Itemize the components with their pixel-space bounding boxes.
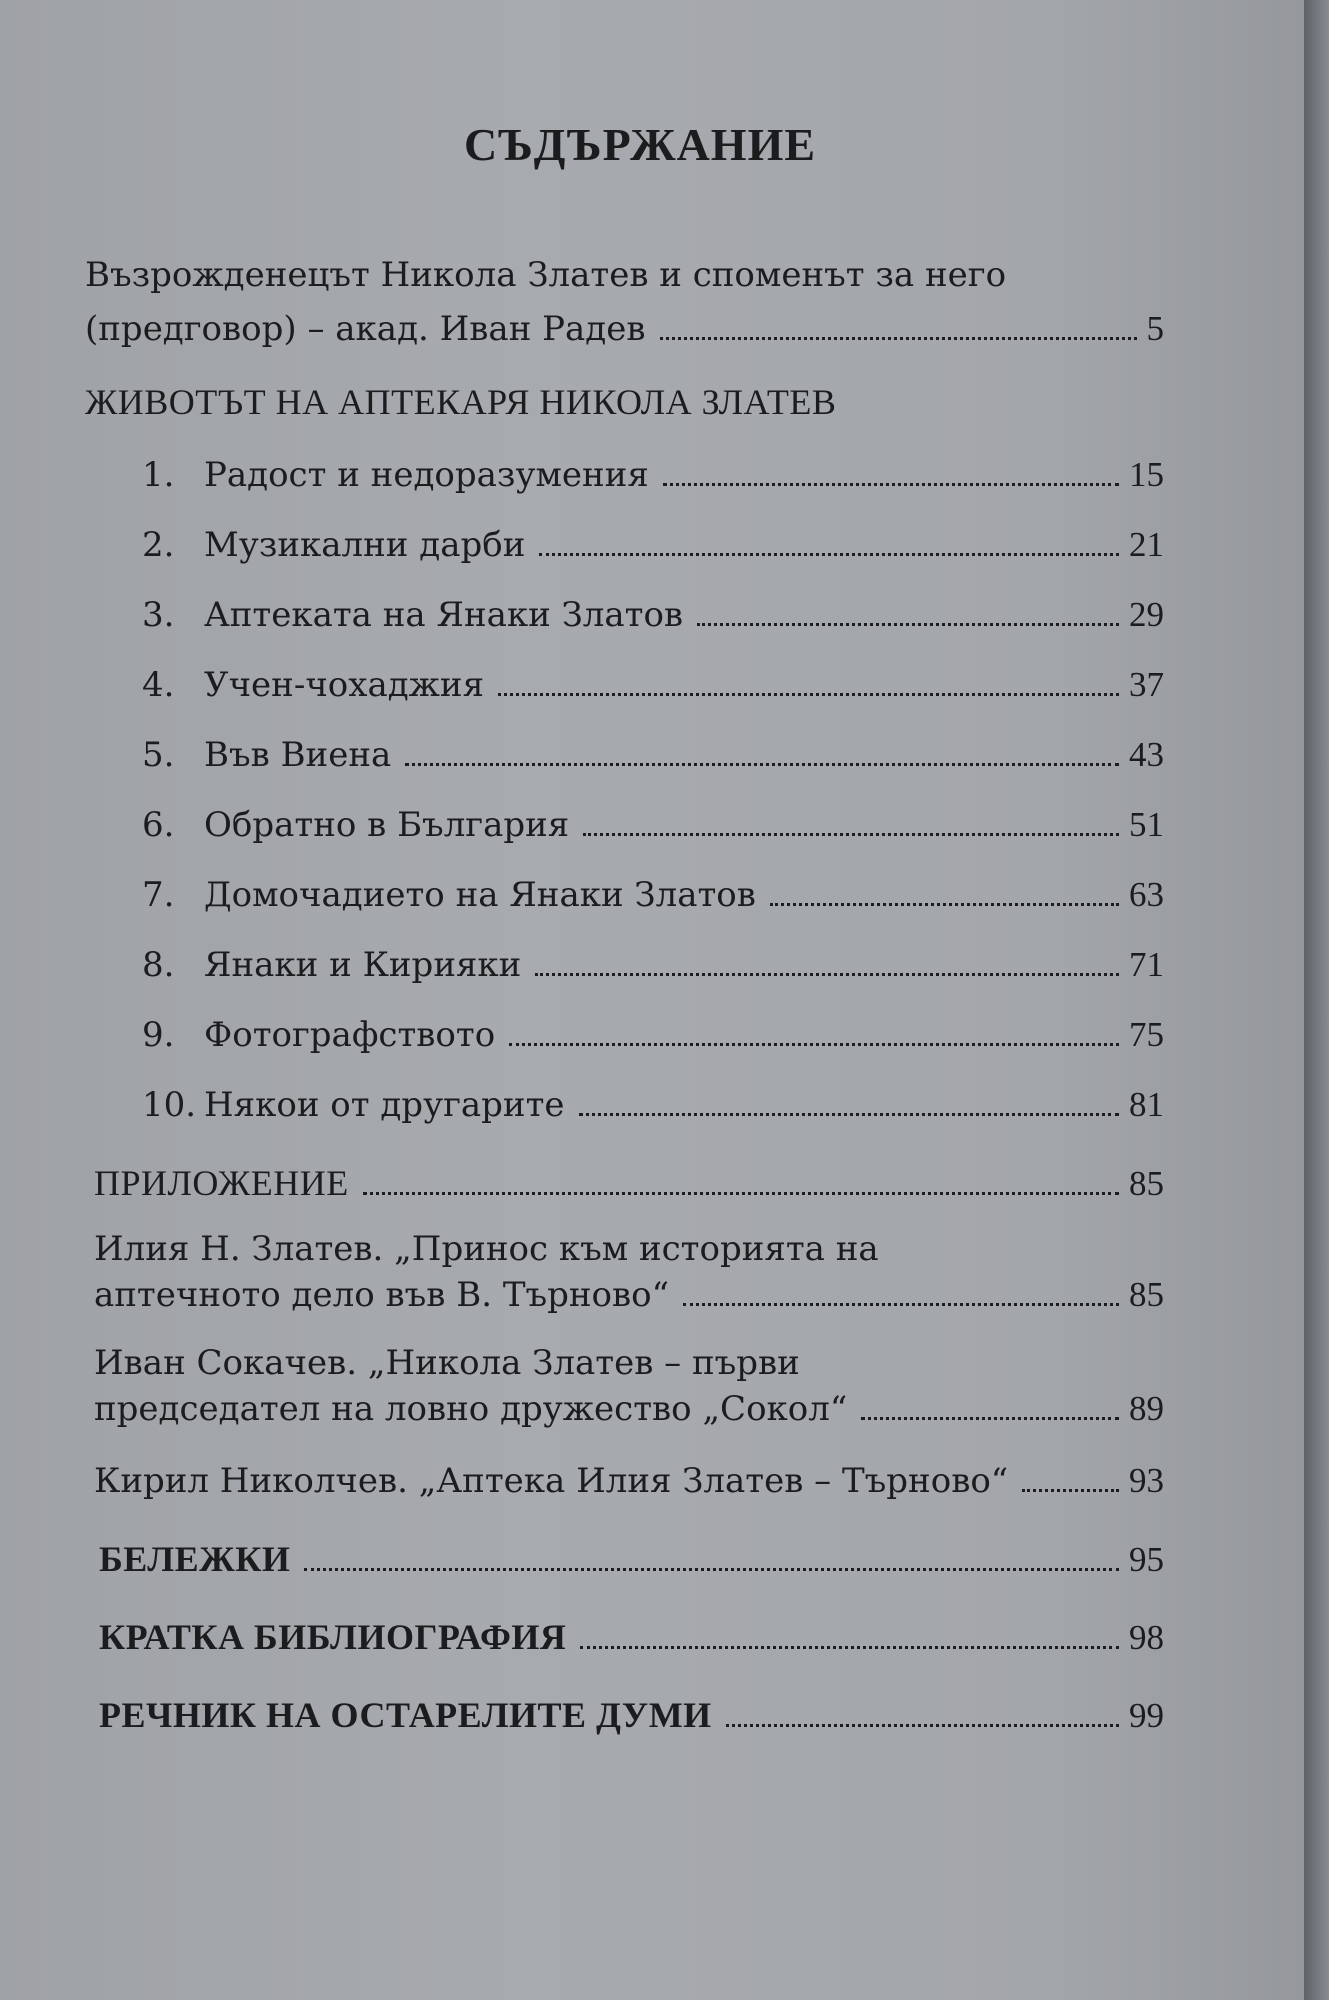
chapter-title: Някои от другарите xyxy=(204,1085,565,1125)
toc-appendix[interactable] xyxy=(94,1156,1164,1211)
page-number: 21 xyxy=(1129,525,1164,564)
end-section-title: РЕЧНИК НА ОСТАРЕЛИТЕ ДУМИ xyxy=(99,1695,712,1735)
chapter-title: Аптеката на Янаки Златов xyxy=(204,595,684,635)
toc-glossary[interactable] xyxy=(99,1688,1164,1743)
chapter-title: Домочадието на Янаки Златов xyxy=(204,875,756,915)
page-number: 85 xyxy=(1129,1164,1164,1203)
toc-appendix-item-1[interactable] xyxy=(94,1226,1164,1318)
chapter-number: 2. xyxy=(142,525,175,565)
dot-leader xyxy=(861,1417,1119,1420)
end-section-title: БЕЛЕЖКИ xyxy=(99,1539,291,1579)
page-number: 99 xyxy=(1129,1696,1164,1735)
appendix-item-line-2: аптечното дело във В. Търново“ xyxy=(94,1275,670,1315)
page-number: 71 xyxy=(1129,945,1164,984)
toc-chapter-5[interactable] xyxy=(142,728,1164,782)
page-title: СЪДЪРЖАНИЕ xyxy=(463,119,817,170)
section-title: ЖИВОТЪТ НА АПТЕКАРЯ НИКОЛА ЗЛАТЕВ xyxy=(85,382,837,422)
chapter-title: Янаки и Кирияки xyxy=(204,945,522,985)
chapter-number: 4. xyxy=(142,665,175,705)
chapter-number: 7. xyxy=(142,875,175,915)
chapter-number: 10. xyxy=(142,1085,197,1125)
end-section-title: КРАТКА БИБЛИОГРАФИЯ xyxy=(99,1617,567,1657)
dot-leader xyxy=(579,1113,1119,1116)
appendix-title: ПРИЛОЖЕНИЕ xyxy=(94,1163,349,1203)
chapter-title: Радост и недоразумения xyxy=(204,455,649,495)
page-number: 89 xyxy=(1129,1389,1164,1428)
chapter-title: Музикални дарби xyxy=(204,525,526,565)
dot-leader xyxy=(660,337,1137,340)
toc-chapter-7[interactable] xyxy=(142,868,1164,922)
toc-chapter-8[interactable] xyxy=(142,938,1164,992)
appendix-item-line-1: Иван Сокачев. „Никола Златев – първи xyxy=(94,1343,800,1383)
dot-leader xyxy=(663,483,1119,486)
toc-chapter-3[interactable] xyxy=(142,588,1164,642)
page-number: 51 xyxy=(1129,805,1164,844)
page-number: 93 xyxy=(1129,1461,1164,1500)
chapter-number: 1. xyxy=(142,455,175,495)
toc-chapter-6[interactable] xyxy=(142,798,1164,852)
toc-bibliography[interactable] xyxy=(99,1610,1164,1665)
toc-entry-preface[interactable] xyxy=(85,248,1164,356)
book-spine-edge xyxy=(1304,0,1329,2000)
dot-leader xyxy=(498,693,1119,696)
appendix-item-line-2: председател на ловно дружество „Сокол“ xyxy=(94,1389,848,1429)
dot-leader xyxy=(363,1192,1119,1195)
page-number: 85 xyxy=(1129,1275,1164,1314)
page-number: 43 xyxy=(1129,735,1164,774)
page-number: 15 xyxy=(1129,455,1164,494)
chapter-title: Фотографството xyxy=(204,1015,496,1055)
dot-leader xyxy=(304,1568,1119,1571)
page-number: 95 xyxy=(1129,1540,1164,1579)
toc-chapter-10[interactable] xyxy=(142,1078,1164,1132)
dot-leader xyxy=(580,1646,1119,1649)
preface-line-2: (предговор) – акад. Иван Радев xyxy=(85,309,646,349)
dot-leader xyxy=(583,833,1119,836)
chapter-number: 5. xyxy=(142,735,175,775)
toc-chapter-2[interactable] xyxy=(142,518,1164,572)
appendix-item-line-1: Илия Н. Златев. „Принос към историята на xyxy=(94,1229,879,1269)
chapter-title: Обратно в България xyxy=(204,805,570,845)
chapter-number: 6. xyxy=(142,805,175,845)
chapter-title: Във Виена xyxy=(204,735,392,775)
dot-leader xyxy=(535,973,1119,976)
chapter-title: Учен-чохаджия xyxy=(204,665,485,705)
chapter-number: 8. xyxy=(142,945,175,985)
chapter-number: 3. xyxy=(142,595,175,635)
dot-leader xyxy=(770,903,1119,906)
toc-notes[interactable] xyxy=(99,1532,1164,1587)
toc-chapter-1[interactable] xyxy=(142,448,1164,502)
dot-leader xyxy=(1022,1489,1119,1492)
toc-chapter-9[interactable] xyxy=(142,1008,1164,1062)
dot-leader xyxy=(405,763,1119,766)
toc-appendix-item-2[interactable] xyxy=(94,1340,1164,1432)
preface-line-1: Възрожденецът Никола Златев и споменът за него xyxy=(85,255,1007,295)
page-number: 37 xyxy=(1129,665,1164,704)
dot-leader xyxy=(683,1303,1119,1306)
page-number: 29 xyxy=(1129,595,1164,634)
dot-leader xyxy=(697,623,1119,626)
page-number: 98 xyxy=(1129,1618,1164,1657)
page-number: 63 xyxy=(1129,875,1164,914)
page-number: 75 xyxy=(1129,1015,1164,1054)
chapter-number: 9. xyxy=(142,1015,175,1055)
page-number: 81 xyxy=(1129,1085,1164,1124)
appendix-item-line-2: Кирил Николчев. „Аптека Илия Златев – Търново“ xyxy=(94,1461,1009,1501)
page-number: 5 xyxy=(1146,309,1164,348)
dot-leader xyxy=(509,1043,1119,1046)
dot-leader xyxy=(539,553,1119,556)
toc-appendix-item-3[interactable] xyxy=(94,1458,1164,1504)
dot-leader xyxy=(726,1724,1119,1727)
section-heading xyxy=(85,375,1164,429)
toc-chapter-4[interactable] xyxy=(142,658,1164,712)
